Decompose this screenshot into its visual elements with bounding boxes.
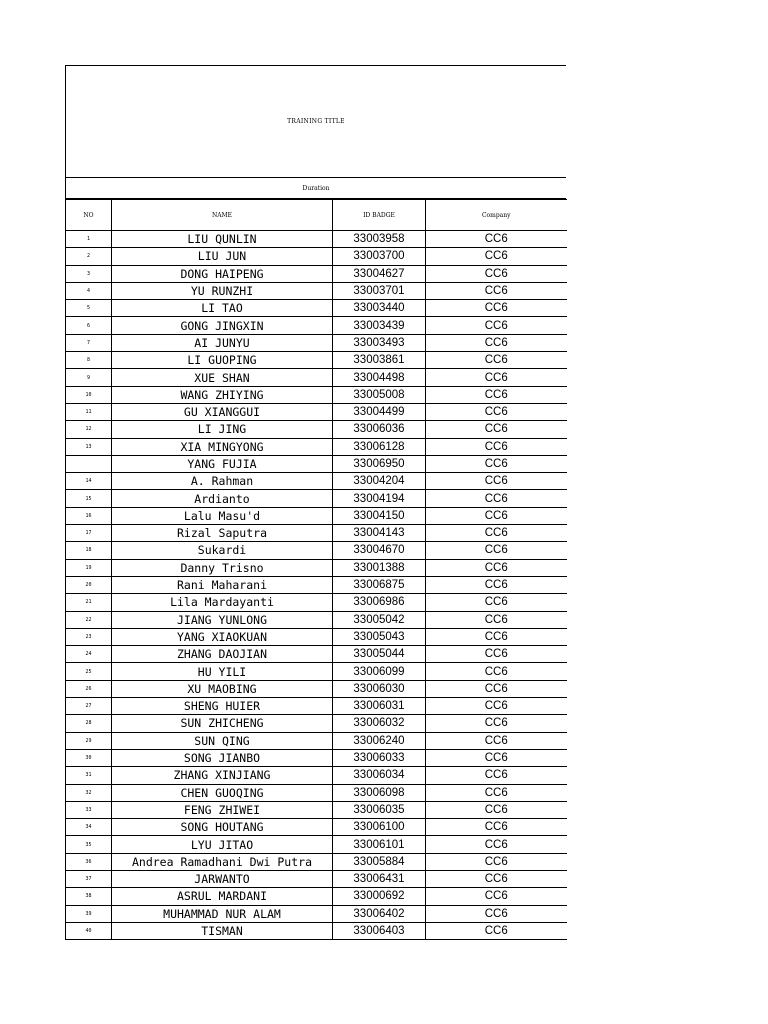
row-no-cell: 36 — [66, 853, 112, 870]
row-id-badge-cell: 33004194 — [333, 490, 426, 507]
row-id-badge-cell: 33006101 — [333, 836, 426, 853]
table-row — [66, 836, 567, 853]
row-no-cell: 9 — [66, 369, 112, 386]
row-company-cell: CC6 — [426, 576, 567, 593]
row-no-cell: 18 — [66, 542, 112, 559]
table-row — [66, 403, 567, 420]
row-company-cell: CC6 — [426, 611, 567, 628]
table-row — [66, 853, 567, 870]
table-row — [66, 870, 567, 887]
row-id-badge-cell: 33001388 — [333, 559, 426, 576]
row-company-cell: CC6 — [426, 542, 567, 559]
row-id-badge-cell: 33005042 — [333, 611, 426, 628]
row-no-cell: 40 — [66, 922, 112, 939]
row-company-cell: CC6 — [426, 732, 567, 749]
row-company-cell: CC6 — [426, 455, 567, 472]
table-row — [66, 732, 567, 749]
row-id-badge-cell: 33005008 — [333, 386, 426, 403]
table-row — [66, 576, 567, 593]
row-company-cell: CC6 — [426, 819, 567, 836]
row-company-cell: CC6 — [426, 282, 567, 299]
row-company-cell: CC6 — [426, 628, 567, 645]
row-id-badge-cell: 33006031 — [333, 698, 426, 715]
row-name-cell: Ardianto — [112, 490, 333, 507]
row-company-cell: CC6 — [426, 698, 567, 715]
table-row — [66, 680, 567, 697]
row-company-cell: CC6 — [426, 507, 567, 524]
row-id-badge-cell: 33004143 — [333, 525, 426, 542]
row-id-badge-cell: 33006402 — [333, 905, 426, 922]
row-name-cell: JARWANTO — [112, 870, 333, 887]
row-name-cell: XUE SHAN — [112, 369, 333, 386]
table-row — [66, 455, 567, 472]
row-id-badge-cell: 33004498 — [333, 369, 426, 386]
row-name-cell: FENG ZHIWEI — [112, 801, 333, 818]
row-no-cell: 17 — [66, 525, 112, 542]
table-header-row — [66, 200, 567, 231]
row-no-cell: 11 — [66, 403, 112, 420]
row-id-badge-cell: 33006240 — [333, 732, 426, 749]
row-id-badge-cell: 33003958 — [333, 231, 426, 248]
row-name-cell: Lila Mardayanti — [112, 594, 333, 611]
table-row — [66, 888, 567, 905]
table-row — [66, 922, 567, 939]
table-row — [66, 819, 567, 836]
table-row — [66, 646, 567, 663]
row-id-badge-cell: 33006950 — [333, 455, 426, 472]
attendance-sheet — [65, 65, 566, 940]
row-id-badge-cell: 33003493 — [333, 334, 426, 351]
row-id-badge-cell: 33004499 — [333, 403, 426, 420]
row-company-cell: CC6 — [426, 870, 567, 887]
row-company-cell: CC6 — [426, 663, 567, 680]
table-row — [66, 611, 567, 628]
table-row — [66, 421, 567, 438]
table-row — [66, 300, 567, 317]
row-id-badge-cell: 33006100 — [333, 819, 426, 836]
table-row — [66, 473, 567, 490]
row-name-cell: Rizal Saputra — [112, 525, 333, 542]
training-title-cell — [65, 65, 566, 178]
row-id-badge-cell: 33006035 — [333, 801, 426, 818]
row-no-cell: 3 — [66, 265, 112, 282]
row-id-badge-cell: 33004150 — [333, 507, 426, 524]
row-no-cell: 14 — [66, 473, 112, 490]
row-no-cell: 37 — [66, 870, 112, 887]
row-name-cell: JIANG YUNLONG — [112, 611, 333, 628]
row-no-cell: 19 — [66, 559, 112, 576]
row-id-badge-cell: 33003440 — [333, 300, 426, 317]
row-no-cell: 10 — [66, 386, 112, 403]
table-row — [66, 698, 567, 715]
row-id-badge-cell: 33004670 — [333, 542, 426, 559]
row-name-cell: SUN QING — [112, 732, 333, 749]
row-no-cell: 6 — [66, 317, 112, 334]
table-row — [66, 715, 567, 732]
row-no-cell: 8 — [66, 352, 112, 369]
row-no-cell: 5 — [66, 300, 112, 317]
row-no-cell: 32 — [66, 784, 112, 801]
row-company-cell: CC6 — [426, 231, 567, 248]
row-company-cell: CC6 — [426, 317, 567, 334]
row-no-cell: 28 — [66, 715, 112, 732]
row-company-cell: CC6 — [426, 905, 567, 922]
table-row — [66, 559, 567, 576]
row-company-cell: CC6 — [426, 300, 567, 317]
row-company-cell: CC6 — [426, 559, 567, 576]
row-company-cell: CC6 — [426, 525, 567, 542]
row-no-cell: 21 — [66, 594, 112, 611]
row-id-badge-cell: 33006403 — [333, 922, 426, 939]
row-name-cell: LIU JUN — [112, 248, 333, 265]
row-id-badge-cell: 33004204 — [333, 473, 426, 490]
row-no-cell: 29 — [66, 732, 112, 749]
row-name-cell: TISMAN — [112, 922, 333, 939]
row-id-badge-cell: 33006128 — [333, 438, 426, 455]
row-name-cell: LIU QUNLIN — [112, 231, 333, 248]
table-row — [66, 542, 567, 559]
participants-table — [65, 199, 567, 940]
row-no-cell: 16 — [66, 507, 112, 524]
table-row — [66, 231, 567, 248]
row-company-cell: CC6 — [426, 715, 567, 732]
duration-cell — [65, 178, 566, 199]
row-name-cell: Andrea Ramadhani Dwi Putra — [112, 853, 333, 870]
training-title-text: TRAINING TITLE — [287, 118, 345, 125]
row-name-cell: ZHANG DAOJIAN — [112, 646, 333, 663]
row-company-cell: CC6 — [426, 438, 567, 455]
row-no-cell: 27 — [66, 698, 112, 715]
row-company-cell: CC6 — [426, 403, 567, 420]
row-company-cell: CC6 — [426, 922, 567, 939]
row-company-cell: CC6 — [426, 767, 567, 784]
header-id-badge: ID BADGE — [333, 200, 426, 231]
row-company-cell: CC6 — [426, 265, 567, 282]
row-company-cell: CC6 — [426, 646, 567, 663]
row-no-cell: 12 — [66, 421, 112, 438]
header-no: NO — [66, 200, 112, 231]
row-name-cell: XU MAOBING — [112, 680, 333, 697]
table-row — [66, 282, 567, 299]
row-name-cell: GU XIANGGUI — [112, 403, 333, 420]
row-name-cell: LI GUOPING — [112, 352, 333, 369]
row-name-cell: YANG FUJIA — [112, 455, 333, 472]
table-row — [66, 628, 567, 645]
row-id-badge-cell: 33006099 — [333, 663, 426, 680]
row-name-cell: MUHAMMAD NUR ALAM — [112, 905, 333, 922]
row-company-cell: CC6 — [426, 248, 567, 265]
row-id-badge-cell: 33006986 — [333, 594, 426, 611]
row-id-badge-cell: 33006034 — [333, 767, 426, 784]
row-no-cell: 1 — [66, 231, 112, 248]
row-name-cell: Rani Maharani — [112, 576, 333, 593]
table-row — [66, 265, 567, 282]
row-no-cell: 30 — [66, 749, 112, 766]
row-no-cell — [66, 455, 112, 472]
row-no-cell: 26 — [66, 680, 112, 697]
row-company-cell: CC6 — [426, 490, 567, 507]
header-name: NAME — [112, 200, 333, 231]
row-id-badge-cell: 33000692 — [333, 888, 426, 905]
header-company: Company — [426, 200, 567, 231]
row-name-cell: LI TAO — [112, 300, 333, 317]
table-row — [66, 594, 567, 611]
row-id-badge-cell: 33005044 — [333, 646, 426, 663]
row-no-cell: 2 — [66, 248, 112, 265]
table-row — [66, 317, 567, 334]
row-name-cell: WANG ZHIYING — [112, 386, 333, 403]
row-no-cell: 31 — [66, 767, 112, 784]
row-no-cell: 24 — [66, 646, 112, 663]
table-row — [66, 352, 567, 369]
row-name-cell: SUN ZHICHENG — [112, 715, 333, 732]
row-name-cell: AI JUNYU — [112, 334, 333, 351]
table-row — [66, 490, 567, 507]
row-id-badge-cell: 33003700 — [333, 248, 426, 265]
table-row — [66, 369, 567, 386]
row-name-cell: Lalu Masu'd — [112, 507, 333, 524]
row-name-cell: YANG XIAOKUAN — [112, 628, 333, 645]
row-no-cell: 15 — [66, 490, 112, 507]
row-name-cell: ZHANG XINJIANG — [112, 767, 333, 784]
row-no-cell: 13 — [66, 438, 112, 455]
row-no-cell: 38 — [66, 888, 112, 905]
row-name-cell: A. Rahman — [112, 473, 333, 490]
row-name-cell: SHENG HUIER — [112, 698, 333, 715]
row-company-cell: CC6 — [426, 801, 567, 818]
row-id-badge-cell: 33003701 — [333, 282, 426, 299]
row-id-badge-cell: 33006431 — [333, 870, 426, 887]
row-name-cell: GONG JINGXIN — [112, 317, 333, 334]
row-name-cell: XIA MINGYONG — [112, 438, 333, 455]
row-name-cell: HU YILI — [112, 663, 333, 680]
row-no-cell: 34 — [66, 819, 112, 836]
table-row — [66, 801, 567, 818]
table-row — [66, 749, 567, 766]
row-id-badge-cell: 33003439 — [333, 317, 426, 334]
row-no-cell: 22 — [66, 611, 112, 628]
row-no-cell: 23 — [66, 628, 112, 645]
row-id-badge-cell: 33006036 — [333, 421, 426, 438]
row-company-cell: CC6 — [426, 680, 567, 697]
row-company-cell: CC6 — [426, 594, 567, 611]
row-name-cell: ASRUL MARDANI — [112, 888, 333, 905]
table-row — [66, 525, 567, 542]
row-id-badge-cell: 33006098 — [333, 784, 426, 801]
table-row — [66, 334, 567, 351]
table-row — [66, 784, 567, 801]
row-no-cell: 33 — [66, 801, 112, 818]
row-no-cell: 7 — [66, 334, 112, 351]
row-id-badge-cell: 33006032 — [333, 715, 426, 732]
row-name-cell: CHEN GUOQING — [112, 784, 333, 801]
row-name-cell: SONG HOUTANG — [112, 819, 333, 836]
row-company-cell: CC6 — [426, 421, 567, 438]
row-id-badge-cell: 33005884 — [333, 853, 426, 870]
row-company-cell: CC6 — [426, 386, 567, 403]
row-company-cell: CC6 — [426, 784, 567, 801]
row-company-cell: CC6 — [426, 334, 567, 351]
row-name-cell: SONG JIANBO — [112, 749, 333, 766]
row-id-badge-cell: 33006875 — [333, 576, 426, 593]
row-id-badge-cell: 33006033 — [333, 749, 426, 766]
row-company-cell: CC6 — [426, 749, 567, 766]
table-row — [66, 767, 567, 784]
row-name-cell: Sukardi — [112, 542, 333, 559]
duration-text: Duration — [302, 184, 330, 192]
row-company-cell: CC6 — [426, 473, 567, 490]
table-row — [66, 663, 567, 680]
row-id-badge-cell: 33004627 — [333, 265, 426, 282]
row-name-cell: LI JING — [112, 421, 333, 438]
row-name-cell: Danny Trisno — [112, 559, 333, 576]
row-no-cell: 39 — [66, 905, 112, 922]
row-id-badge-cell: 33006030 — [333, 680, 426, 697]
row-name-cell: YU RUNZHI — [112, 282, 333, 299]
row-company-cell: CC6 — [426, 352, 567, 369]
row-no-cell: 35 — [66, 836, 112, 853]
row-company-cell: CC6 — [426, 369, 567, 386]
row-company-cell: CC6 — [426, 853, 567, 870]
table-row — [66, 386, 567, 403]
row-id-badge-cell: 33005043 — [333, 628, 426, 645]
row-company-cell: CC6 — [426, 888, 567, 905]
table-row — [66, 905, 567, 922]
row-id-badge-cell: 33003861 — [333, 352, 426, 369]
row-company-cell: CC6 — [426, 836, 567, 853]
row-no-cell: 4 — [66, 282, 112, 299]
table-row — [66, 248, 567, 265]
row-no-cell: 25 — [66, 663, 112, 680]
row-no-cell: 20 — [66, 576, 112, 593]
row-name-cell: DONG HAIPENG — [112, 265, 333, 282]
row-name-cell: LYU JITAO — [112, 836, 333, 853]
table-row — [66, 507, 567, 524]
table-row — [66, 438, 567, 455]
